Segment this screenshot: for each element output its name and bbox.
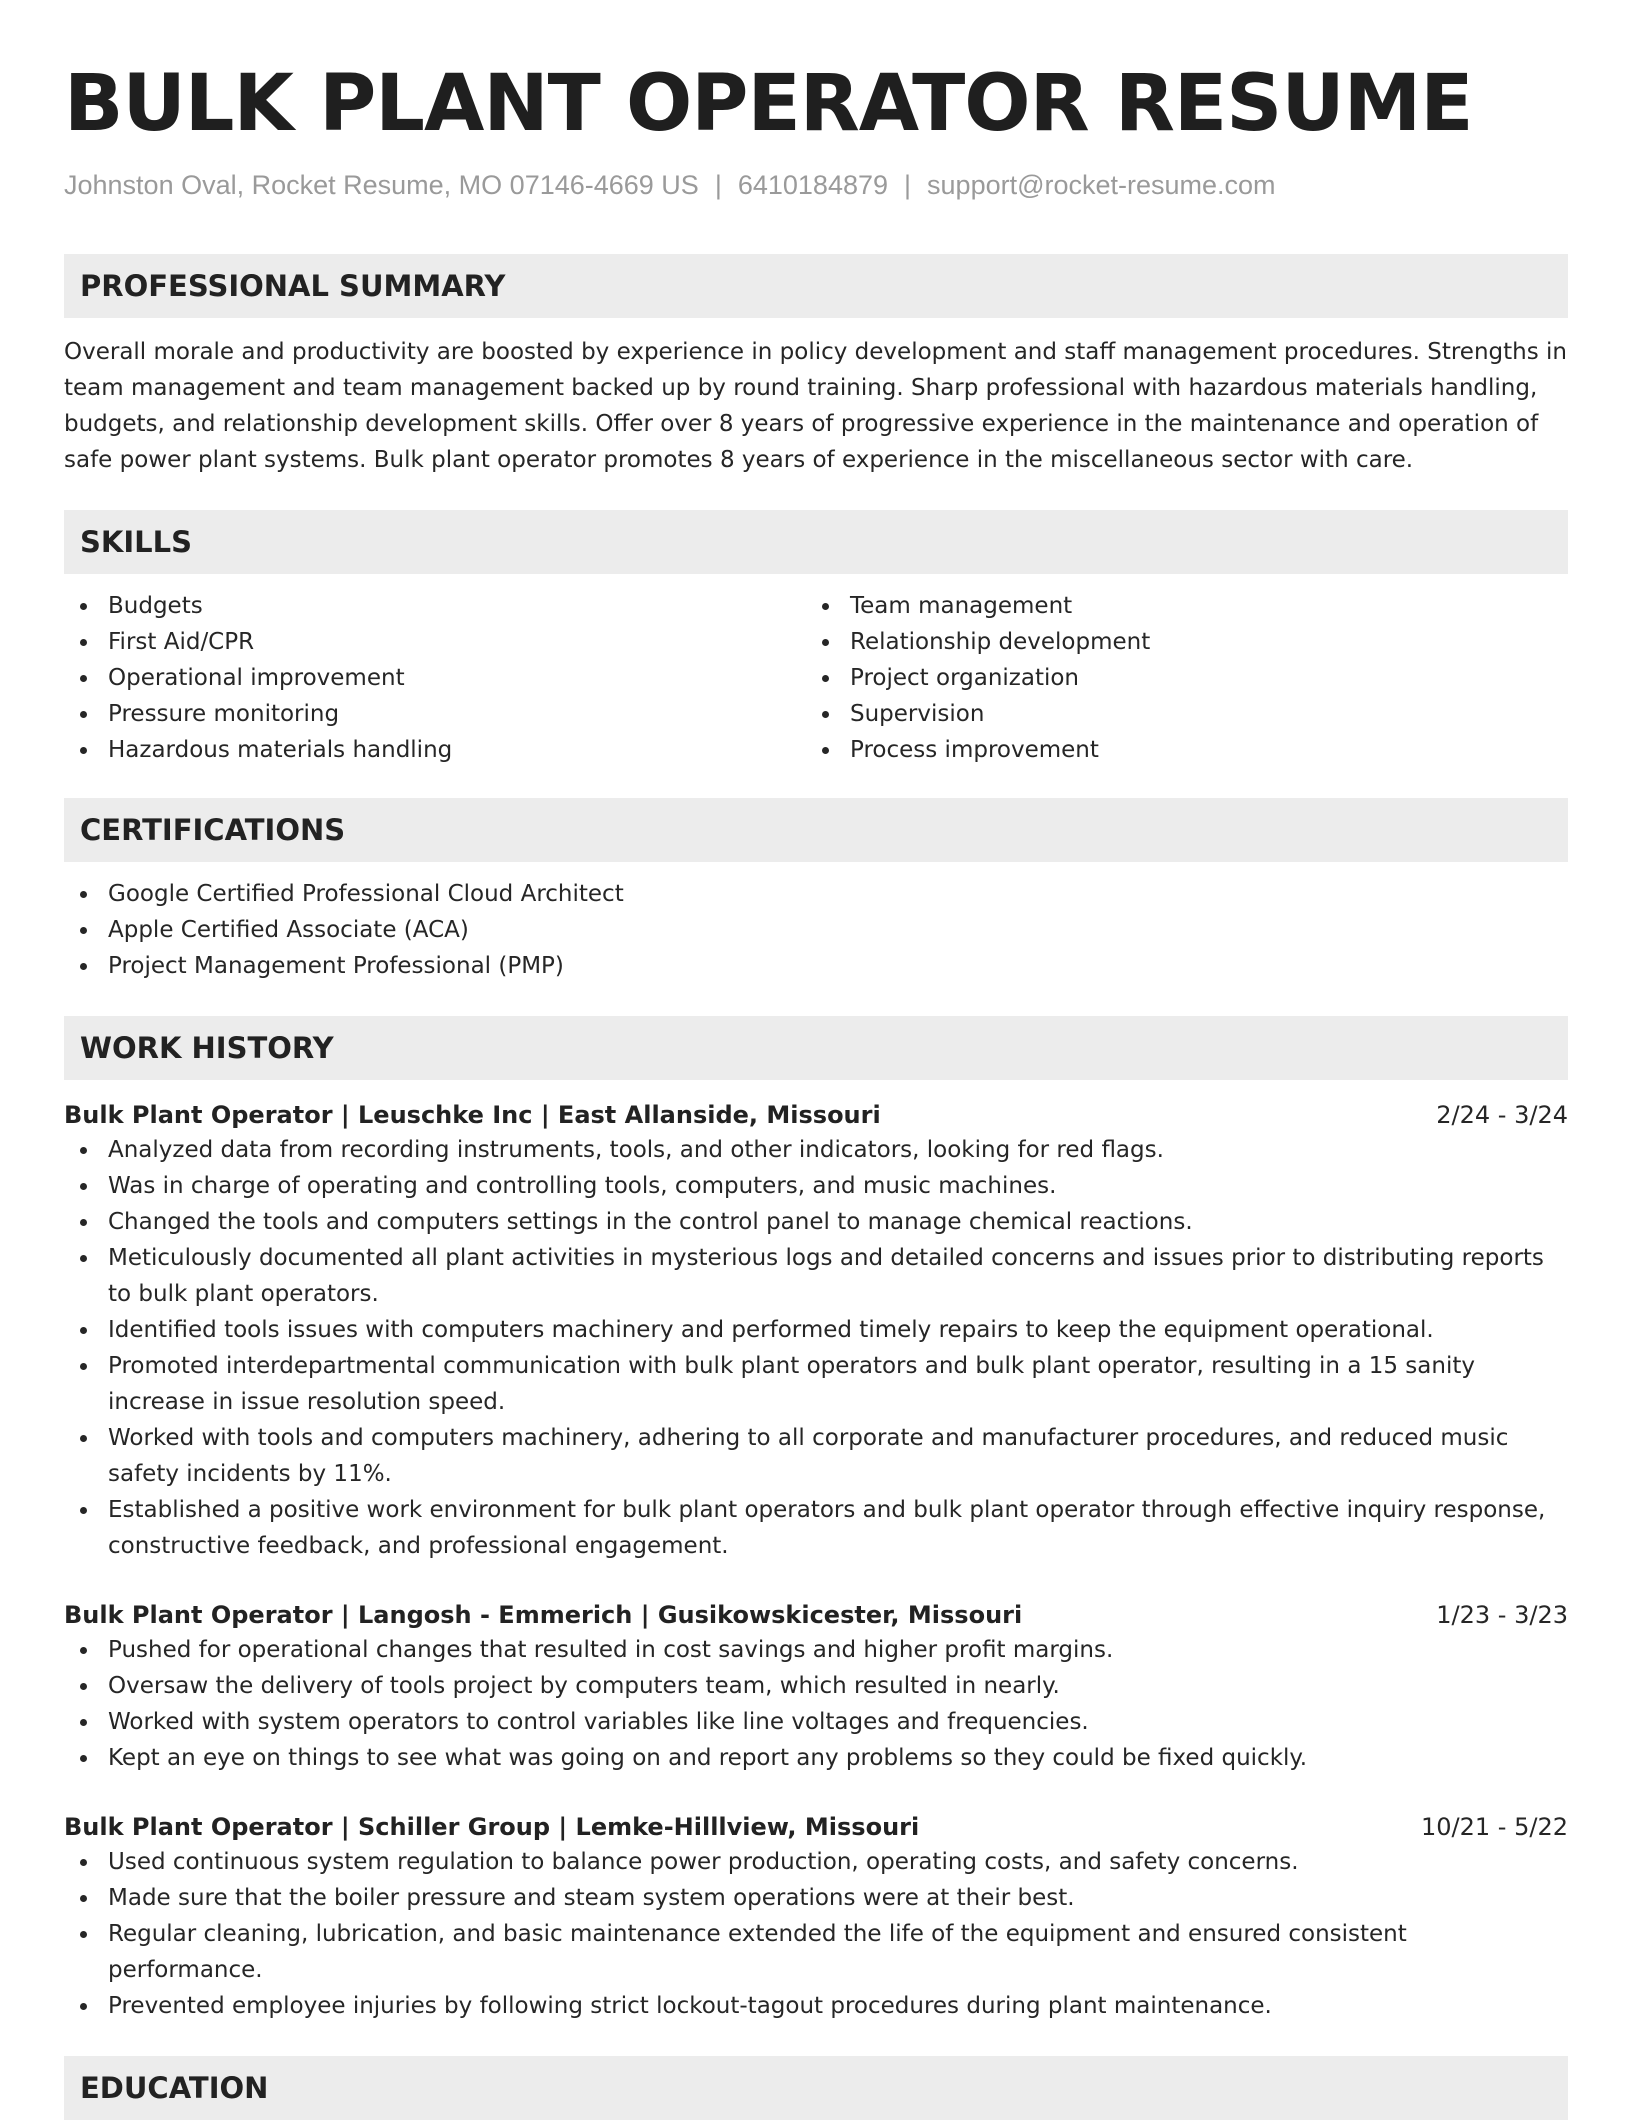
skills-heading: SKILLS: [64, 510, 1568, 574]
skill-item: Budgets: [64, 588, 806, 624]
bullet-dot: [80, 1895, 87, 1902]
job-bullet: Oversaw the delivery of tools project by computers team, which resulted in nearly.: [64, 1668, 1568, 1704]
bullet-dot: [80, 675, 87, 682]
contact-address: Johnston Oval, Rocket Resume, MO 07146-4669 US: [64, 170, 699, 200]
skill-item: Hazardous materials handling: [64, 732, 806, 768]
job-dates: 2/24 - 3/24: [1436, 1101, 1568, 1129]
bullet-dot: [80, 927, 87, 934]
job-bullet: Kept an eye on things to see what was going on and report any problems so they could be fixed quickly.: [64, 1740, 1568, 1776]
bullet-dot: [80, 1255, 87, 1262]
bullet-dot: [822, 675, 829, 682]
job-dates: 10/21 - 5/22: [1421, 1813, 1568, 1841]
bullet-dot: [822, 711, 829, 718]
job-bullet: Prevented employee injuries by following strict lockout-tagout procedures during plant maintenance.: [64, 1988, 1568, 2024]
job-title: Bulk Plant Operator | Schiller Group | Lemke-Hilllview, Missouri: [64, 1813, 920, 1841]
skill-item: First Aid/CPR: [64, 624, 806, 660]
skill-item: Operational improvement: [64, 660, 806, 696]
certification-item: Google Certified Professional Cloud Architect: [64, 876, 1568, 912]
job-bullet: Established a positive work environment for bulk plant operators and bulk plant operator through effective inquiry response, constructive feedback, and professional engagement.: [64, 1492, 1568, 1564]
certifications-heading: CERTIFICATIONS: [64, 798, 1568, 862]
work-history-heading: WORK HISTORY: [64, 1016, 1568, 1080]
bullet-dot: [822, 747, 829, 754]
skill-item: Pressure monitoring: [64, 696, 806, 732]
certification-item: Apple Certified Associate (ACA): [64, 912, 1568, 948]
page-title: BULK PLANT OPERATOR RESUME: [64, 59, 1473, 149]
bullet-dot: [80, 747, 87, 754]
bullet-dot: [80, 963, 87, 970]
job-entry: [64, 1810, 1568, 2024]
job-bullet: Made sure that the boiler pressure and steam system operations were at their best.: [64, 1880, 1568, 1916]
bullet-dot: [80, 1435, 87, 1442]
job-entry: [64, 1598, 1568, 1776]
certification-item: Project Management Professional (PMP): [64, 948, 1568, 984]
bullet-dot: [822, 603, 829, 610]
bullet-dot: [822, 639, 829, 646]
job-bullet: Was in charge of operating and controlling tools, computers, and music machines.: [64, 1168, 1568, 1204]
job-bullet: Identified tools issues with computers machinery and performed timely repairs to keep the equipment operational.: [64, 1312, 1568, 1348]
contact-separator: |: [714, 170, 722, 200]
job-title: Bulk Plant Operator | Langosh - Emmerich | Gusikowskicester, Missouri: [64, 1601, 1023, 1629]
job-bullet: Meticulously documented all plant activities in mysterious logs and detailed concerns and issues prior to distributing reports to bulk plant operators.: [64, 1240, 1568, 1312]
job-bullet: Worked with tools and computers machinery, adhering to all corporate and manufacturer procedures, and reduced music safety incidents by 11%.: [64, 1420, 1568, 1492]
education-heading: EDUCATION: [64, 2056, 1568, 2120]
skill-item: Supervision: [806, 696, 1548, 732]
contact-phone: 6410184879: [737, 170, 889, 200]
job-bullet: Analyzed data from recording instruments, tools, and other indicators, looking for red flags.: [64, 1132, 1568, 1168]
bullet-dot: [80, 891, 87, 898]
job-header: [64, 1598, 1568, 1632]
bullet-dot: [80, 1859, 87, 1866]
resume-page: [64, 0, 1568, 2120]
job-bullets: [64, 1632, 1568, 1776]
bullet-dot: [80, 1219, 87, 1226]
bullet-dot: [80, 1327, 87, 1334]
bullet-dot: [80, 1363, 87, 1370]
contact-separator: |: [904, 170, 912, 200]
job-bullet: Pushed for operational changes that resulted in cost savings and higher profit margins.: [64, 1632, 1568, 1668]
job-header: [64, 1098, 1568, 1132]
job-bullets: [64, 1844, 1568, 2024]
certifications-list: [64, 876, 1568, 984]
bullet-dot: [80, 603, 87, 610]
contact-line: [64, 168, 1568, 202]
job-bullet: Used continuous system regulation to balance power production, operating costs, and safety concerns.: [64, 1844, 1568, 1880]
summary-heading: PROFESSIONAL SUMMARY: [64, 254, 1568, 318]
bullet-dot: [80, 1507, 87, 1514]
bullet-dot: [80, 1931, 87, 1938]
job-bullets: [64, 1132, 1568, 1564]
job-bullet: Worked with system operators to control variables like line voltages and frequencies.: [64, 1704, 1568, 1740]
summary-text: Overall morale and productivity are boosted by experience in policy development and staff management procedures. Strengths in team management and team management backed up by round training. Sharp professional with hazardous materials handling, budgets, and relationship development skills. Offer over 8 years of progressive experience in the maintenance and operation of safe power plant systems. Bulk plant operator promotes 8 years of experience in the miscellaneous sector with care.: [64, 339, 1567, 473]
skill-item: Relationship development: [806, 624, 1548, 660]
job-title: Bulk Plant Operator | Leuschke Inc | East Allanside, Missouri: [64, 1101, 881, 1129]
contact-email: support@rocket-resume.com: [927, 170, 1276, 200]
bullet-dot: [80, 1183, 87, 1190]
job-bullet: Promoted interdepartmental communication with bulk plant operators and bulk plant operator, resulting in a 15 sanity increase in issue resolution speed.: [64, 1348, 1568, 1420]
bullet-dot: [80, 1755, 87, 1762]
bullet-dot: [80, 2003, 87, 2010]
bullet-dot: [80, 1147, 87, 1154]
job-header: [64, 1810, 1568, 1844]
job-bullet: Changed the tools and computers settings in the control panel to manage chemical reactions.: [64, 1204, 1568, 1240]
bullet-dot: [80, 639, 87, 646]
skills-list-right: [806, 588, 1548, 768]
job-bullet: Regular cleaning, lubrication, and basic maintenance extended the life of the equipment and ensured consistent performance.: [64, 1916, 1568, 1988]
skills-grid: [64, 588, 1568, 768]
bullet-dot: [80, 1683, 87, 1690]
bullet-dot: [80, 1719, 87, 1726]
job-dates: 1/23 - 3/23: [1436, 1601, 1568, 1629]
bullet-dot: [80, 711, 87, 718]
skills-list-left: [64, 588, 806, 768]
bullet-dot: [80, 1647, 87, 1654]
job-entry: [64, 1098, 1568, 1564]
skill-item: Process improvement: [806, 732, 1548, 768]
skill-item: Project organization: [806, 660, 1548, 696]
skill-item: Team management: [806, 588, 1548, 624]
